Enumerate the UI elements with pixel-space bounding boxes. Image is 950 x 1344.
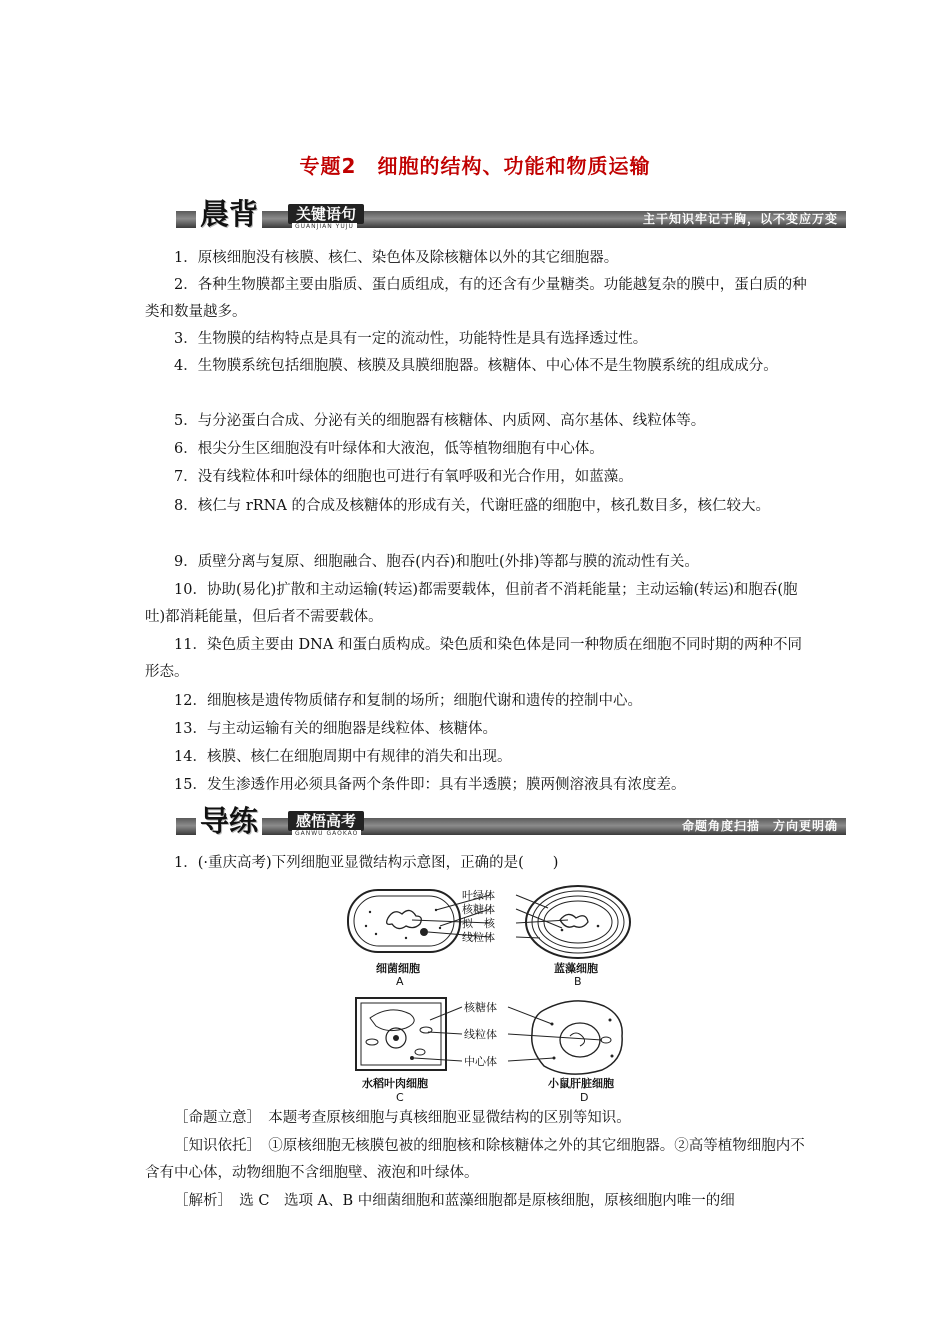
section-banner-practice bbox=[176, 804, 846, 838]
cell-a-name: 细菌细胞 bbox=[376, 962, 420, 975]
banner-slogan: 主干知识牢记于胸，以不变应万变 bbox=[642, 212, 838, 226]
statement-4: 4．生物膜系统包括细胞膜、核膜及具膜细胞器。核糖体、中心体不是生物膜系统的组成成分。 bbox=[174, 358, 778, 374]
cell-structure-figure bbox=[340, 880, 640, 1110]
statement-3: 3．生物膜的结构特点是具有一定的流动性，功能特性是具有选择透过性。 bbox=[174, 331, 648, 347]
analysis-explanation: ［解析］ 选 C 选项 A、B 中细菌细胞和蓝藻细胞都是原核细胞，原核细胞内唯一的细 bbox=[174, 1193, 735, 1209]
statement-13: 13．与主动运输有关的细胞器是线粒体、核糖体。 bbox=[174, 721, 497, 737]
cell-a-letter: A bbox=[396, 975, 404, 988]
banner-pinyin: GUANJIAN YUJU bbox=[292, 223, 357, 231]
label-ribosome-top: 核糖体 bbox=[462, 903, 495, 916]
label-mitochondria-bottom: 线粒体 bbox=[464, 1028, 497, 1041]
section-banner-memorize bbox=[176, 197, 846, 231]
analysis-intent: ［命题立意］ 本题考查原核细胞与真核细胞亚显微结构的区别等知识。 bbox=[174, 1110, 631, 1126]
cell-d-name: 小鼠肝脏细胞 bbox=[548, 1077, 614, 1090]
statement-11: 11．染色质主要由 DNA 和蛋白质构成。染色质和染色体是同一种物质在细胞不同时期的两种不同形态。 bbox=[145, 637, 802, 680]
statement-7: 7．没有线粒体和叶绿体的细胞也可进行有氧呼吸和光合作用，如蓝藻。 bbox=[174, 469, 633, 485]
statement-14: 14．核膜、核仁在细胞周期中有规律的消失和出现。 bbox=[174, 749, 512, 765]
statement-1: 1．原核细胞没有核膜、核仁、染色体及除核糖体以外的其它细胞器。 bbox=[174, 250, 619, 266]
statement-12: 12．细胞核是遗传物质储存和复制的场所；细胞代谢和遗传的控制中心。 bbox=[174, 693, 642, 709]
label-chloroplast: 叶绿体 bbox=[462, 889, 495, 902]
label-ribosome-bottom: 核糖体 bbox=[464, 1001, 497, 1014]
cell-d-letter: D bbox=[580, 1091, 589, 1104]
banner-big-title: 导练 bbox=[196, 804, 262, 838]
banner-pinyin: GANWU GAOKAO bbox=[292, 830, 361, 838]
cell-d-animal-cell bbox=[532, 1001, 622, 1074]
statement-8: 8．核仁与 rRNA 的合成及核糖体的形成有关，代谢旺盛的细胞中，核孔数目多，核仁较大。 bbox=[174, 498, 770, 514]
label-centrosome: 中心体 bbox=[464, 1055, 497, 1068]
statement-9: 9．质壁分离与复原、细胞融合、胞吞(内吞)和胞吐(外排)等都与膜的流动性有关。 bbox=[174, 554, 699, 570]
statement-2: 2．各种生物膜都主要由脂质、蛋白质组成，有的还含有少量糖类。功能越复杂的膜中，蛋白质的种类和数量越多。 bbox=[145, 277, 807, 320]
statement-15: 15．发生渗透作用必须具备两个条件即：具有半透膜；膜两侧溶液具有浓度差。 bbox=[174, 777, 686, 793]
analysis-knowledge: ［知识依托］ ①原核细胞无核膜包被的细胞核和除核糖体之外的其它细胞器。②高等植物细胞内不含有中心体，动物细胞不含细胞壁、液泡和叶绿体。 bbox=[145, 1138, 805, 1181]
cell-c-letter: C bbox=[396, 1091, 404, 1104]
question-stem: 1．(·重庆高考)下列细胞亚显微结构示意图，正确的是( ) bbox=[174, 855, 559, 871]
cell-b-letter: B bbox=[574, 975, 582, 988]
cell-b-name: 蓝藻细胞 bbox=[554, 962, 598, 975]
bottom-leader-lines bbox=[414, 1007, 602, 1061]
statement-6: 6．根尖分生区细胞没有叶绿体和大液泡，低等植物细胞有中心体。 bbox=[174, 441, 604, 457]
banner-big-title: 晨背 bbox=[196, 197, 262, 231]
banner-subtitle: 关键语句 bbox=[288, 204, 364, 224]
statement-5: 5．与分泌蛋白合成、分泌有关的细胞器有核糖体、内质网、高尔基体、线粒体等。 bbox=[174, 413, 706, 429]
statement-10: 10．协助(易化)扩散和主动运输(转运)都需要载体，但前者不消耗能量；主动运输(转运)和胞吞(胞吐)都消耗能量，但后者不需要载体。 bbox=[145, 582, 798, 625]
label-mitochondria-top: 线粒体 bbox=[462, 931, 495, 944]
page-title: 专题2 细胞的结构、功能和物质运输 bbox=[299, 154, 651, 178]
cell-c-name: 水稻叶肉细胞 bbox=[362, 1077, 428, 1090]
banner-slogan: 命题角度扫描 方向更明确 bbox=[681, 819, 838, 833]
label-nucleoid: 拟 核 bbox=[462, 917, 495, 930]
banner-subtitle: 感悟高考 bbox=[288, 811, 364, 831]
